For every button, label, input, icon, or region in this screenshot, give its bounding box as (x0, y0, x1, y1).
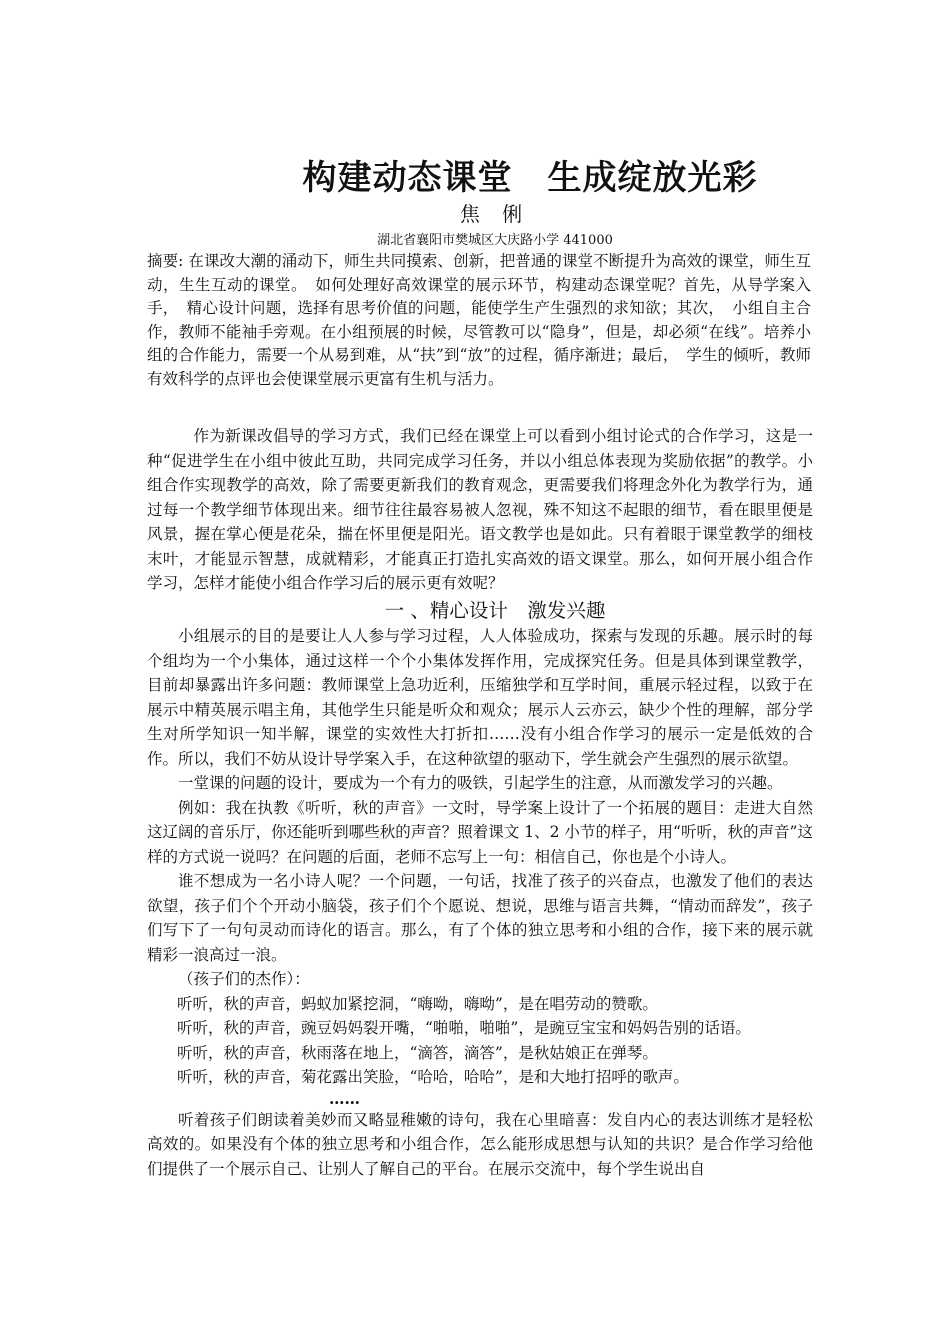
poem-line: 听听，秋的声音，秋雨落在地上，“滴答，滴答”，是秋姑娘正在弹琴。 (177, 1043, 658, 1062)
poem-line: 听听，秋的声音，蚂蚁加紧挖洞，“嗨呦，嗨呦”，是在唱劳动的赞歌。 (177, 994, 658, 1013)
section-heading: 一 、精心设计 激发兴趣 (384, 599, 606, 622)
section-paragraph-2: 一堂课的问题的设计，要成为一个有力的吸铁，引起学生的注意，从而激发学习的兴趣。 (178, 774, 783, 792)
poem-line: 听听，秋的声音，豌豆妈妈裂开嘴，“啪啪，啪啪”，是豌豆宝宝和妈妈告别的话语。 (177, 1019, 751, 1037)
ellipsis: …… (329, 1088, 360, 1108)
section-paragraph-3: 例如：我在执教《听听，秋的声音》一文时，导学案上设计了一个拓展的题目：走进大自然这辽阔的音乐厅，你还能听到哪些秋的声音？照着课文 1、2 小节的样子，用“听听，秋的声音”这样的方式说一说吗？在问题的后面，老师不忘写上一句：相信自己，你也是个小诗人。 (147, 798, 813, 866)
intro-section (147, 424, 813, 596)
intro-paragraph: 作为新课改倡导的学习方式，我们已经在课堂上可以看到小组讨论式的合作学习，这是一种“促进学生在小组中彼此互助，共同完成学习任务，并以小组总体表现为奖励依据”的教学。小组合作实现教学的高效，除了需要更新我们的教育观念，更需要我们将理念外化为教学行为，通过每一个教学细节体现出来。细节往往最容易被人忽视，殊不知这不起眼的细节，看在眼里便是风景，握在掌心便是花朵，揣在怀里便是阳光。语文教学也是如此。只有着眼于课堂教学的细枝末叶，才能显示智慧，成就精彩，才能真正打造扎实高效的语文课堂。那么，如何开展小组合作学习，怎样才能使小组合作学习后的展示更有效呢？ (147, 427, 813, 592)
poem-line: 听听，秋的声音，菊花露出笑脸，“哈哈，哈哈”，是和大地打招呼的歌声。 (177, 1068, 689, 1086)
section-body (147, 624, 813, 1181)
section-paragraph-5: 听着孩子们朗读着美妙而又略显稚嫩的诗句，我在心里暗喜：发自内心的表达训练才是轻松高效的。如果没有个体的独立思考和小组合作，怎么能形成思想与认知的共识？是合作学习给他们提供了一个展示自己、让别人了解自己的平台。在展示交流中，每个学生说出自 (147, 1110, 813, 1178)
author-name: 焦 俐 (459, 202, 531, 226)
section-paragraph-1: 小组展示的目的是要让人人参与学习过程，人人体验成功，探索与发现的乐趣。展示时的每个组均为一个小集体，通过这样一个个小集体发挥作用，完成探究任务。但是具体到课堂教学，目前却暴露出许多问题：教师课堂上急功近利，压缩独学和互学时间，重展示轻过程，以致于在展示中精英展示唱主角，其他学生只能是听众和观众；展示人云亦云，缺少个性的理解，部分学生对所学知识一知半解，课堂的实效性大打折扣……没有小组合作学习的展示一定是低效的合作。所以，我们不妨从设计导学案入手，在这种欲望的驱动下，学生就会产生强烈的展示欲望。 (147, 627, 813, 768)
section-paragraph-4: 谁不想成为一名小诗人呢？一个问题，一句话，找准了孩子的兴奋点，也激发了他们的表达欲望，孩子们个个开动小脑袋，孩子们个个愿说、想说，思维与语言共舞，“情动而辞发”，孩子们写下了一句句灵动而诗化的语言。那么，有了个体的独立思考和小组的合作，接下来的展示就精彩一浪高过一浪。 (147, 872, 813, 964)
author-affiliation: 湖北省襄阳市樊城区大庆路小学 441000 (377, 233, 613, 248)
abstract-paragraph: 摘要: 在课改大潮的涌动下，师生共同摸索、创新，把普通的课堂不断提升为高效的课堂，师生互动，生生互动的课堂。 如何处理好高效课堂的展示环节，构建动态课堂呢？首先，从导学案入手， 精心设计问题，选择有思考价值的问题，能使学生产生强烈的求知欲；其次， 小组自主合作，教师不能袖手旁观。在小组预展的时候，尽管教可以“隐身”，但是，却必须“在线”。培养小组的合作能力，需要一个从易到难，从“扶”到“放”的过程，循序渐进；最后， 学生的倾听，教师有效科学的点评也会使课堂展示更富有生机与活力。 (147, 252, 811, 388)
article-title: 构建动态课堂 生成绽放光彩 (302, 158, 758, 198)
works-label: （孩子们的杰作）： (178, 970, 310, 988)
